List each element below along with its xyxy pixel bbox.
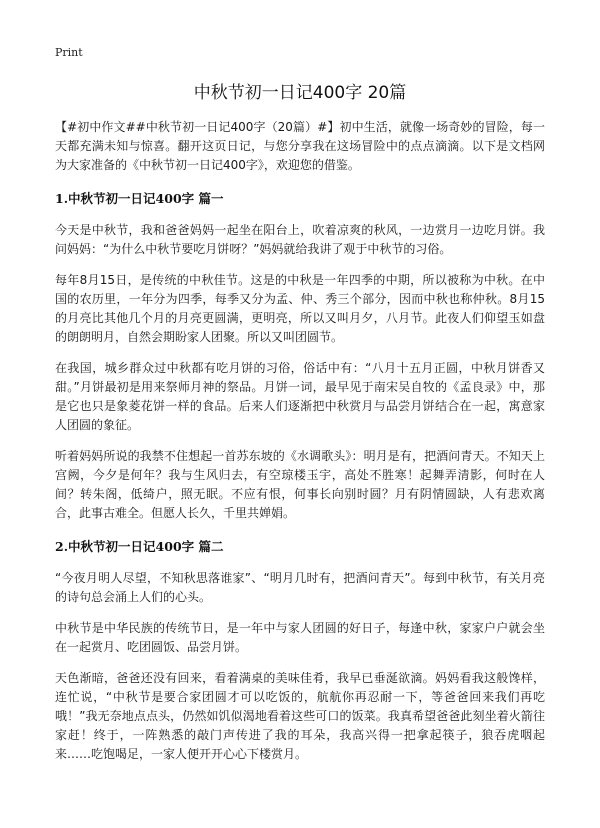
section-heading: 1.中秋节初一日记400字 篇一 <box>55 191 224 206</box>
intro-paragraph: 【#初中作文##中秋节初一日记400字（20篇）#】初中生活，就像一场奇妙的冒险，每一天都充满未知与惊喜。翻开这页日记，与您分享我在这场冒险中的点点滴滴。以下是文档网为大家准备的《中秋节初一日记400字》，欢迎您的借鉴。 <box>55 120 545 172</box>
body-paragraph: 天色渐暗，爸爸还没有回来，看着满桌的美味佳肴，我早已垂涎欲滴。妈妈看我这般馋样，连忙说，“中秋节是要合家团圆才可以吃饭的，航航你再忍耐一下，等爸爸回来我们再吃哦！”我无奈地点点头，仍然如饥似渴地看着这些可口的饭菜。我真希望爸爸此刻坐着火箭往家赶！终于，一阵熟悉的敲门声传进了我的耳朵，我高兴得一把拿起筷子，狼吞虎咽起来……吃饱喝足，一家人便开开心心下楼赏月。 <box>55 671 545 761</box>
body-paragraph: 今天是中秋节，我和爸爸妈妈一起坐在阳台上，吹着凉爽的秋风，一边赏月一边吃月饼。我问妈妈：“为什么中秋节要吃月饼呀？”妈妈就给我讲了观于中秋节的习俗。 <box>55 223 545 256</box>
body-paragraph: “今夜月明人尽望，不知秋思落谁家”、“明月几时有，把酒问青天”。每到中秋节，有关月亮的诗句总会涌上人们的心头。 <box>55 571 545 604</box>
body-paragraph: 中秋节是中华民族的传统节日，是一年中与家人团圆的好日子，每逢中秋，家家户户就会坐在一起赏月、吃团圆饭、品尝月饼。 <box>55 621 545 654</box>
print-label: Print <box>55 46 83 59</box>
body-paragraph: 听着妈妈所说的我禁不住想起一首苏东坡的《水调歌头》：明月是有，把酒问青天。不知天上宫阙，今夕是何年？我与生风归去，有空琼楼玉宇，高处不胜寒！起舞弄清影，何时在人间？转朱阁，低绮户，照无眠。不应有恨，何事长向别时圆？月有阴情圆缺，人有悲欢离合，此事古难全。但愿人长久，千里共婵娟。 <box>55 449 545 520</box>
page-title: 中秋节初一日记400字 20篇 <box>193 83 407 103</box>
document-body <box>55 118 545 776</box>
body-paragraph: 在我国，城乡群众过中秋都有吃月饼的习俗，俗话中有：“八月十五月正圆，中秋月饼香又甜。”月饼最初是用来祭师月神的祭品。月饼一词，最早见于南宋吴自牧的《孟良录》中，那是它也只是象菱花饼一样的食品。后来人们逐渐把中秋赏月与品尝月饼结合在一起，寓意家人团圆的象征。 <box>55 361 545 432</box>
body-paragraph: 每年8月15日，是传统的中秋佳节。这是的中秋是一年四季的中期，所以被称为中秋。在中国的农历里，一年分为四季，每季又分为孟、仲、秀三个部分，因而中秋也称仲秋。8月15的月亮比其他几个月的月亮更圆满，更明亮，所以又叫月夕，八月节。此夜人们仰望玉如盘的朗朗明月，自然会期盼家人团聚。所以又叫团圆节。 <box>55 273 545 344</box>
section-heading: 2.中秋节初一日记400字 篇二 <box>55 539 224 554</box>
